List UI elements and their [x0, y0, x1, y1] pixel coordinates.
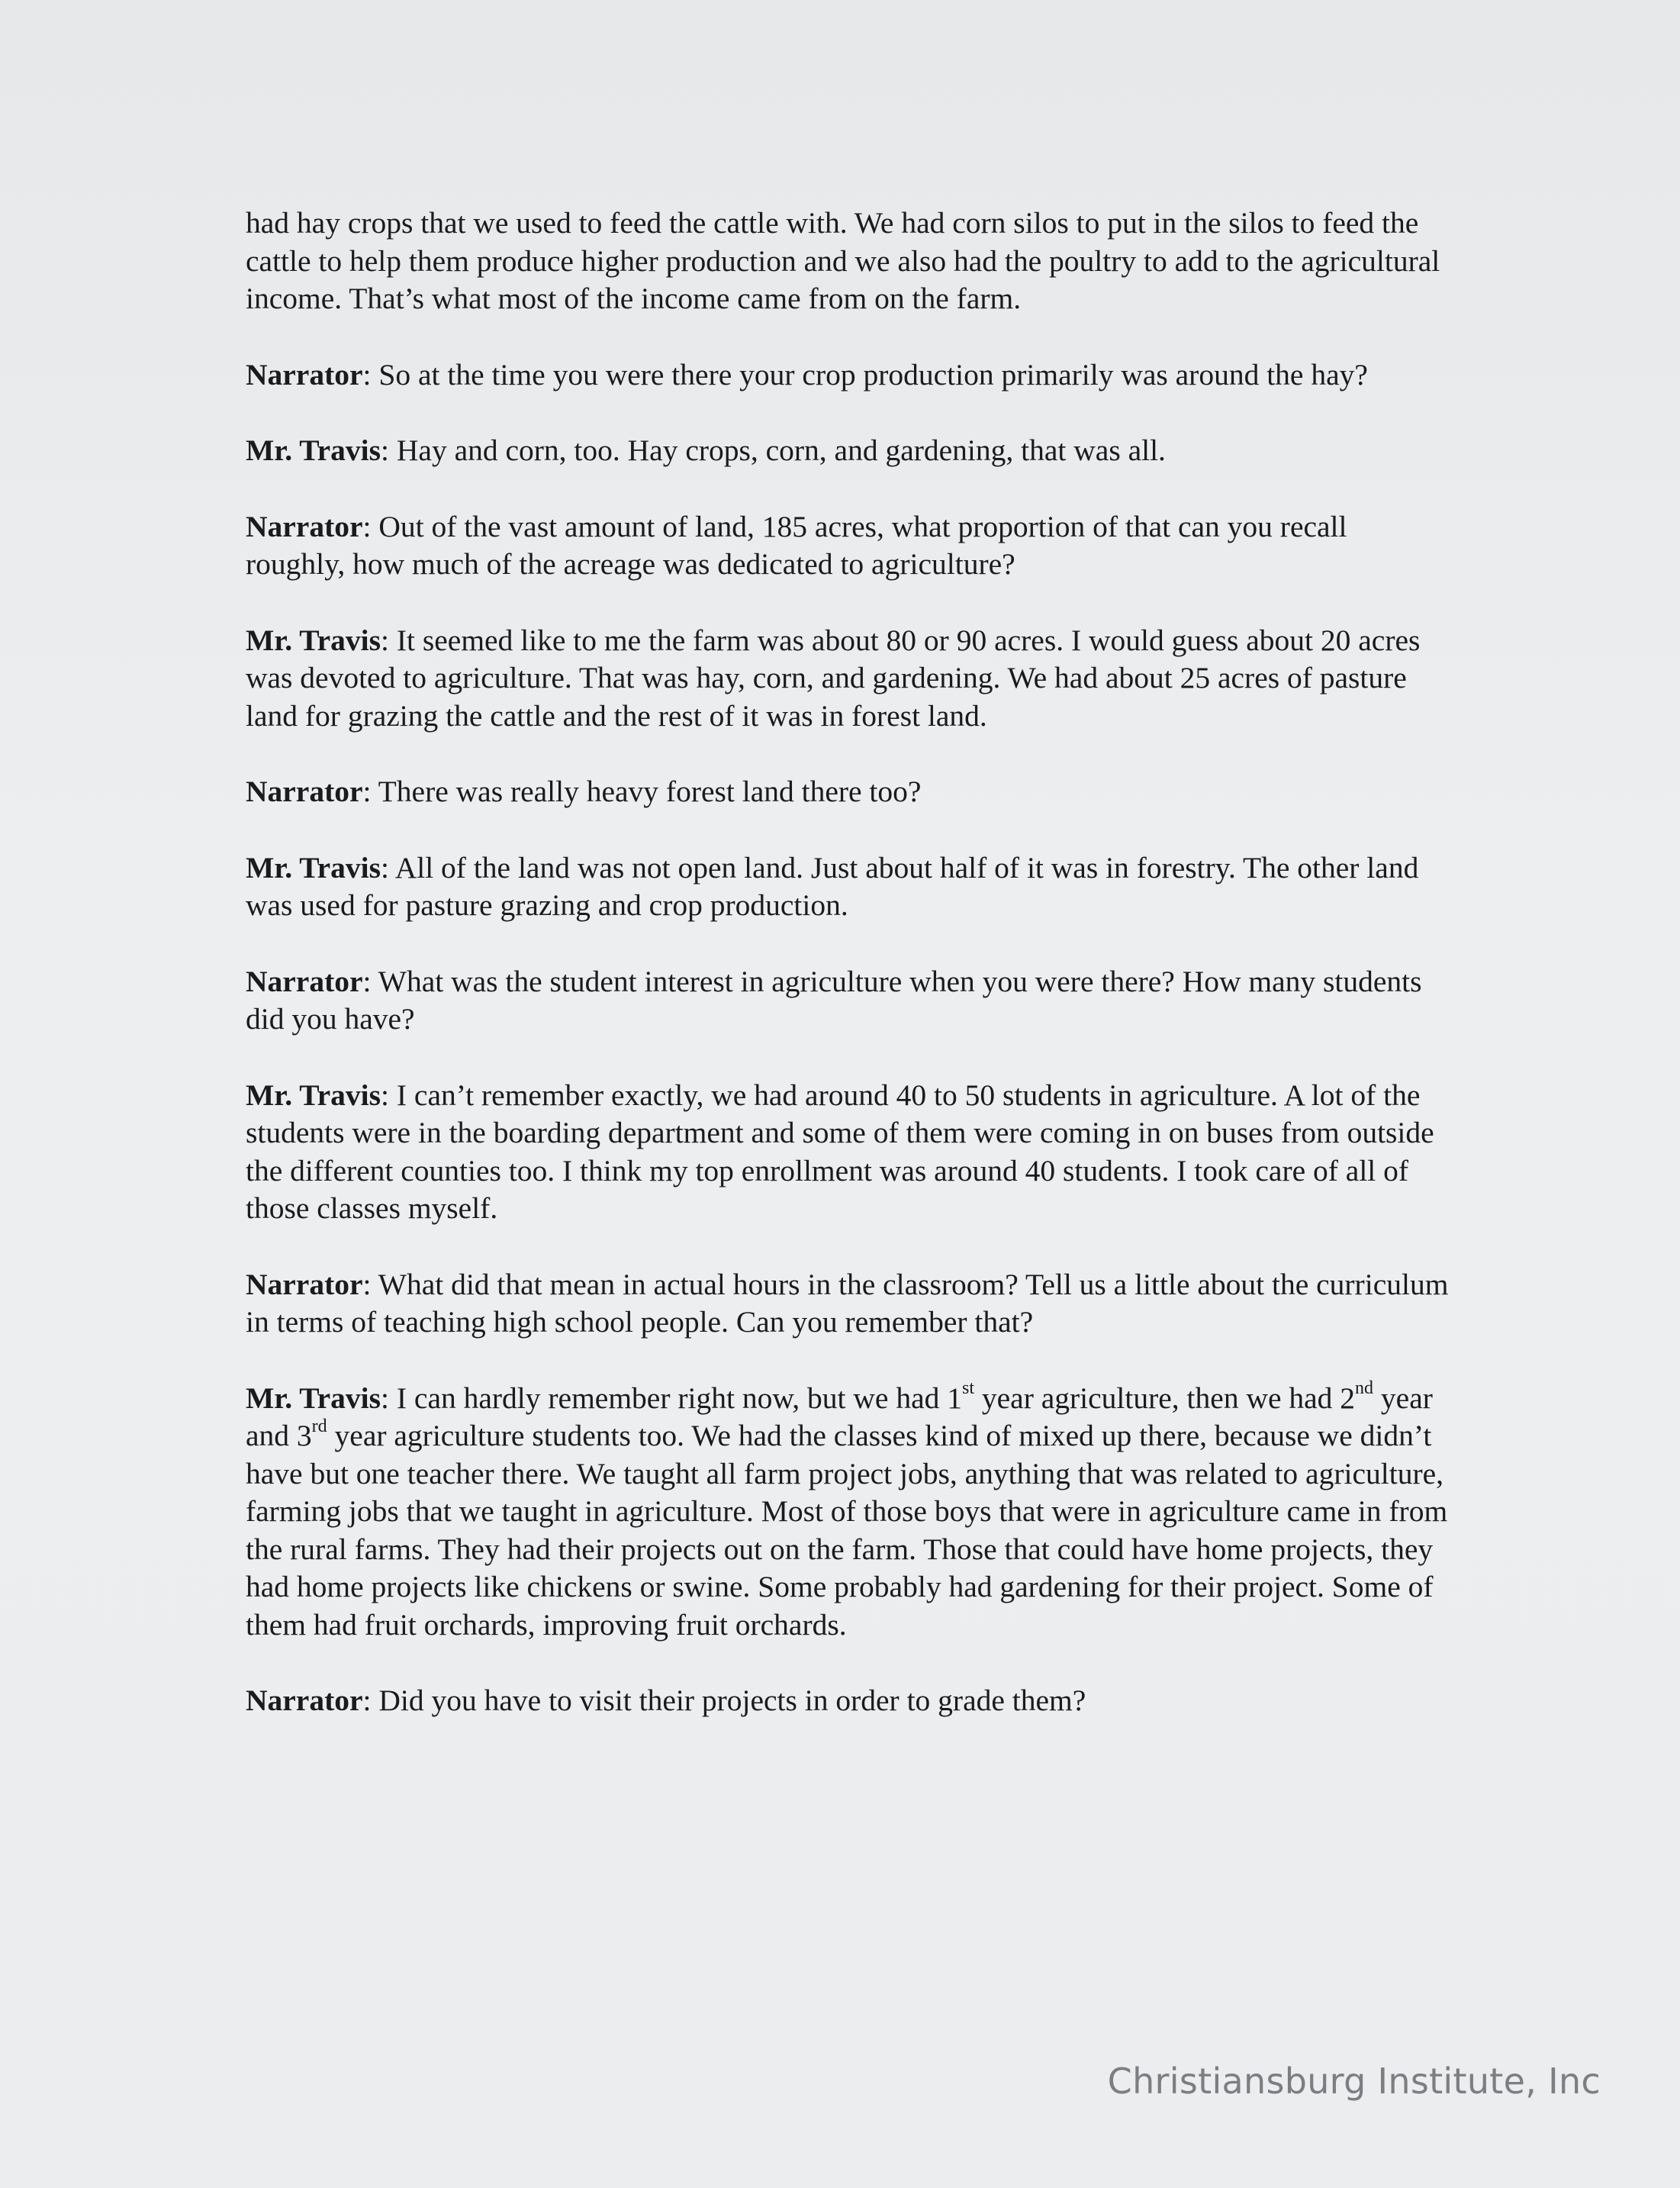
paragraph-text: : So at the time you were there your crop production primarily was around the hay?: [362, 357, 1368, 392]
paragraph-text: : Did you have to visit their projects in order to grade them?: [362, 1684, 1086, 1717]
paragraph-text: : It seemed like to me the farm was about 80 or 90 acres. I would guess about 20 acres was devoted to agriculture. That was hay, corn, and gardening. We had about 25 acres of pasture land for grazing the cattle and the rest of it was in forest land.: [246, 623, 1421, 733]
transcript-paragraph: [246, 773, 1451, 811]
paragraph-text: had hay crops that we used to feed the cattle with. We had corn silos to put in the silos to feed the cattle to help them produce higher production and we also had the poultry to add to the agricultural income. That’s what most of the income came from on the farm.: [246, 206, 1440, 315]
speaker-name: Narrator: [246, 964, 363, 998]
transcript-body: [246, 205, 1451, 1758]
speaker-name: Mr. Travis: [246, 1381, 381, 1415]
speaker-name: Narrator: [246, 1684, 363, 1717]
transcript-paragraph: [246, 205, 1451, 318]
paragraph-text: : Out of the vast amount of land, 185 acres, what proportion of that can you recall roughly, how much of the acreage was dedicated to agriculture?: [246, 509, 1347, 581]
paragraph-text: : Hay and corn, too. Hay crops, corn, and gardening, that was all.: [381, 433, 1166, 467]
ordinal-suffix: nd: [1355, 1378, 1374, 1399]
paragraph-text: : All of the land was not open land. Just about half of it was in forestry. The other land was used for pasture grazing and crop production.: [246, 850, 1419, 922]
transcript-paragraph: [246, 1682, 1451, 1720]
transcript-paragraph: [246, 963, 1451, 1039]
paragraph-text: year agriculture students too. We had the classes kind of mixed up there, because we didn’t have but one teacher there. We taught all farm project jobs, anything that was related to agriculture, farming jobs that we taught in agriculture. Most of those boys that were in agriculture came in from the rural farms. They had their projects out on the farm. Those that could have home projects, they had home projects like chickens or swine. Some probably had gardening for their project. Some of them had fruit orchards, improving fruit orchards.: [246, 1419, 1448, 1642]
paragraph-text: : There was really heavy forest land there too?: [362, 775, 922, 808]
speaker-name: Mr. Travis: [246, 623, 381, 657]
paragraph-text: : I can’t remember exactly, we had around 40 to 50 students in agriculture. A lot of the students were in the boarding department and some of them were coming in on buses from outside the different counties too. I think my top enrollment was around 40 students. I took care of all of those classes myself.: [246, 1078, 1434, 1225]
watermark: Christiansburg Institute, Inc: [1107, 2061, 1601, 2102]
speaker-name: Narrator: [246, 1267, 363, 1301]
ordinal-suffix: rd: [311, 1416, 327, 1436]
paragraph-text: year agriculture, then we had 2: [974, 1381, 1356, 1415]
paragraph-text: : I can hardly remember right now, but we had 1: [381, 1381, 962, 1415]
speaker-name: Narrator: [246, 775, 363, 808]
paragraph-text: : What was the student interest in agriculture when you were there? How many students did you have?: [246, 964, 1422, 1036]
transcript-paragraph: [246, 356, 1451, 395]
ordinal-suffix: st: [962, 1378, 975, 1399]
paragraph-text: : What did that mean in actual hours in the classroom? Tell us a little about the curriculum in terms of teaching high school people. Can you remember that?: [246, 1267, 1449, 1339]
speaker-name: Mr. Travis: [246, 850, 381, 885]
transcript-paragraph: [246, 1077, 1451, 1228]
speaker-name: Narrator: [246, 357, 363, 392]
speaker-name: Narrator: [246, 509, 363, 543]
speaker-name: Mr. Travis: [246, 433, 381, 467]
transcript-paragraph: [246, 1380, 1451, 1645]
transcript-paragraph: [246, 508, 1451, 584]
transcript-paragraph: [246, 622, 1451, 736]
speaker-name: Mr. Travis: [246, 1078, 381, 1112]
transcript-paragraph: [246, 1266, 1451, 1342]
transcript-paragraph: [246, 432, 1451, 470]
paragraph-text: year and 3: [246, 1381, 1433, 1452]
transcript-paragraph: [246, 849, 1451, 925]
